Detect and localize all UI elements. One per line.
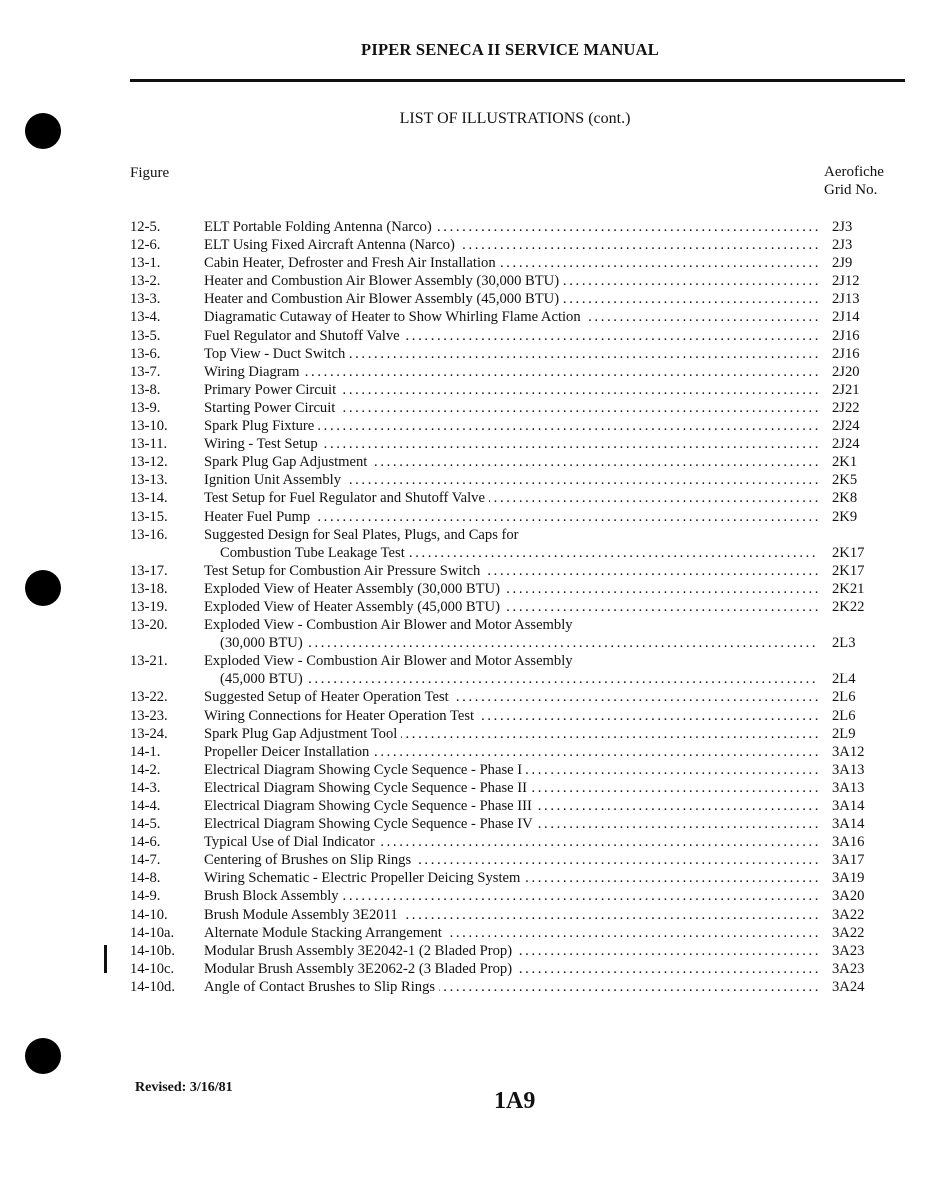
grid-number: 3A16 bbox=[832, 834, 865, 851]
list-item bbox=[130, 887, 890, 905]
figure-title-text: Ignition Unit Assembly bbox=[204, 472, 345, 488]
list-item bbox=[130, 381, 890, 399]
list-item bbox=[130, 471, 890, 489]
list-item bbox=[130, 489, 890, 507]
list-item bbox=[130, 906, 890, 924]
list-item bbox=[130, 797, 890, 815]
grid-number: 2J21 bbox=[832, 381, 860, 398]
figure-title-text: Exploded View of Heater Assembly (45,000 BTU) bbox=[204, 599, 504, 615]
list-item bbox=[130, 453, 890, 471]
figure-number: 13-19. bbox=[130, 598, 168, 615]
figure-title-text: Wiring - Test Setup bbox=[204, 436, 322, 452]
list-item bbox=[130, 725, 890, 743]
figure-number: 13-10. bbox=[130, 418, 168, 435]
header-rule bbox=[130, 79, 905, 82]
list-item bbox=[130, 815, 890, 833]
grid-number: 2K22 bbox=[832, 598, 865, 615]
grid-number: 2K17 bbox=[832, 562, 865, 579]
grid-number: 2K21 bbox=[832, 580, 865, 597]
figure-number: 13-22. bbox=[130, 689, 168, 706]
figure-number: 13-2. bbox=[130, 273, 161, 290]
figure-title-text: Suggested Design for Seal Plates, Plugs, and Caps for bbox=[204, 527, 523, 543]
figure-title bbox=[204, 254, 818, 272]
grid-number: 3A14 bbox=[832, 816, 865, 833]
list-item bbox=[130, 254, 890, 272]
grid-number: 2L9 bbox=[832, 725, 856, 742]
figure-title-text: Alternate Module Stacking Arrangement bbox=[204, 925, 446, 941]
figure-number: 13-15. bbox=[130, 508, 168, 525]
figure-title bbox=[220, 634, 818, 652]
figure-title-text: Exploded View of Heater Assembly (30,000 BTU) bbox=[204, 581, 504, 597]
figure-number: 14-9. bbox=[130, 888, 161, 905]
figure-number: 14-7. bbox=[130, 852, 161, 869]
list-item bbox=[130, 851, 890, 869]
figure-title bbox=[204, 725, 818, 743]
figure-number: 14-10d. bbox=[130, 978, 175, 995]
figure-title bbox=[204, 562, 818, 580]
figure-title bbox=[204, 381, 818, 399]
figure-title-text: Centering of Brushes on Slip Rings bbox=[204, 852, 415, 868]
list-item bbox=[130, 598, 890, 616]
column-header-grid bbox=[824, 163, 884, 199]
figure-number: 14-3. bbox=[130, 779, 161, 796]
grid-number: 2L6 bbox=[832, 707, 856, 724]
grid-number: 2J3 bbox=[832, 237, 853, 254]
list-item bbox=[130, 544, 890, 562]
punch-hole-bottom bbox=[25, 1038, 61, 1074]
grid-number: 3A23 bbox=[832, 942, 865, 959]
list-item bbox=[130, 833, 890, 851]
grid-number: 2J20 bbox=[832, 363, 860, 380]
figure-title-text: Combustion Tube Leakage Test bbox=[220, 545, 409, 561]
figure-title-text: Electrical Diagram Showing Cycle Sequence - Phase III bbox=[204, 798, 536, 814]
figure-title-text: Wiring Connections for Heater Operation Test bbox=[204, 708, 478, 724]
figure-title bbox=[204, 489, 818, 507]
figure-title-text: Exploded View - Combustion Air Blower and Motor Assembly bbox=[204, 653, 577, 669]
figure-number: 13-7. bbox=[130, 363, 161, 380]
grid-number: 2L6 bbox=[832, 689, 856, 706]
figure-title-text: Modular Brush Assembly 3E2062-2 (3 Bladed Prop) bbox=[204, 961, 516, 977]
list-item bbox=[130, 743, 890, 761]
figure-number: 14-4. bbox=[130, 798, 161, 814]
figure-title-text: Spark Plug Fixture bbox=[204, 418, 318, 434]
list-item bbox=[130, 707, 890, 725]
figure-number: 13-17. bbox=[130, 562, 168, 579]
list-item bbox=[130, 363, 890, 381]
figure-title-text: Electrical Diagram Showing Cycle Sequence - Phase II bbox=[204, 780, 531, 796]
figure-title bbox=[204, 815, 818, 833]
list-item bbox=[130, 526, 890, 544]
figure-title-text: Test Setup for Combustion Air Pressure Switch bbox=[204, 563, 484, 579]
list-item bbox=[130, 924, 890, 942]
list-item bbox=[130, 218, 890, 236]
grid-number: 2K17 bbox=[832, 544, 865, 561]
figure-number: 13-3. bbox=[130, 291, 161, 308]
grid-number: 2J14 bbox=[832, 309, 860, 326]
grid-number: 3A22 bbox=[832, 906, 865, 923]
figure-number: 14-10. bbox=[130, 906, 168, 923]
figure-number: 14-10b. bbox=[130, 942, 175, 959]
list-item bbox=[130, 327, 890, 345]
figure-title bbox=[204, 869, 818, 887]
figure-number: 13-6. bbox=[130, 345, 161, 362]
figure-title bbox=[204, 779, 818, 797]
grid-number: 2J16 bbox=[832, 345, 860, 362]
grid-number: 2K5 bbox=[832, 472, 858, 489]
figure-title bbox=[204, 924, 818, 942]
figure-title bbox=[204, 851, 818, 869]
figure-title-text: Heater and Combustion Air Blower Assembly (30,000 BTU) bbox=[204, 273, 563, 289]
figure-title bbox=[204, 833, 818, 851]
figure-number: 14-5. bbox=[130, 816, 161, 833]
figure-title bbox=[204, 363, 818, 381]
list-item bbox=[130, 580, 890, 598]
figure-number: 13-14. bbox=[130, 490, 168, 507]
figure-title bbox=[204, 508, 818, 526]
grid-number: 2J13 bbox=[832, 291, 860, 308]
punch-hole-middle bbox=[25, 570, 61, 606]
list-item bbox=[130, 308, 890, 326]
figure-title-text: Angle of Contact Brushes to Slip Rings bbox=[204, 979, 439, 995]
figure-title-text: Heater Fuel Pump bbox=[204, 509, 314, 525]
figure-title-text: Brush Module Assembly 3E2011 bbox=[204, 907, 402, 923]
list-item bbox=[130, 978, 890, 996]
figure-title bbox=[220, 670, 818, 688]
figure-title bbox=[204, 942, 818, 960]
figure-title bbox=[204, 526, 818, 544]
figure-number: 13-21. bbox=[130, 653, 168, 670]
figure-number: 14-10a. bbox=[130, 924, 175, 941]
grid-number: 2J16 bbox=[832, 327, 860, 344]
figure-title-text: Spark Plug Gap Adjustment Tool bbox=[204, 726, 401, 742]
figure-title-text: Exploded View - Combustion Air Blower and Motor Assembly bbox=[204, 617, 577, 633]
figure-title-text: Wiring Diagram bbox=[204, 364, 303, 380]
figure-number: 13-4. bbox=[130, 309, 161, 326]
figure-number: 12-5. bbox=[130, 219, 161, 235]
grid-number: 2J9 bbox=[832, 255, 853, 272]
figure-title bbox=[204, 580, 818, 598]
grid-number: 2J24 bbox=[832, 418, 860, 435]
figure-title-text: Electrical Diagram Showing Cycle Sequence - Phase IV bbox=[204, 816, 537, 832]
list-item bbox=[130, 417, 890, 435]
list-item bbox=[130, 652, 890, 670]
figure-title bbox=[204, 218, 818, 236]
column-header-grid-line1: Aerofiche bbox=[824, 164, 884, 180]
figure-number: 13-20. bbox=[130, 617, 168, 634]
revised-date: Revised: 3/16/81 bbox=[135, 1080, 233, 1095]
figure-title bbox=[204, 308, 818, 326]
figure-title-text: (30,000 BTU) bbox=[220, 635, 307, 651]
figure-title-text: Top View - Duct Switch bbox=[204, 346, 349, 362]
grid-number: 3A13 bbox=[832, 779, 865, 796]
figure-title-text: Suggested Setup of Heater Operation Test bbox=[204, 689, 453, 705]
grid-number: 3A13 bbox=[832, 761, 865, 778]
figure-title bbox=[204, 960, 818, 978]
grid-number: 2J24 bbox=[832, 436, 860, 453]
figure-number: 13-11. bbox=[130, 436, 168, 453]
figure-number: 13-12. bbox=[130, 454, 168, 471]
figure-title bbox=[204, 598, 818, 616]
list-item bbox=[130, 779, 890, 797]
list-item bbox=[130, 670, 890, 688]
figure-number: 14-8. bbox=[130, 870, 161, 887]
column-header-grid-line2: Grid No. bbox=[824, 182, 878, 198]
figure-title bbox=[204, 417, 818, 435]
grid-number: 2L4 bbox=[832, 671, 856, 688]
manual-title: PIPER SENECA II SERVICE MANUAL bbox=[361, 40, 659, 59]
list-item bbox=[130, 960, 890, 978]
figure-title bbox=[204, 616, 818, 634]
figure-title-text: Cabin Heater, Defroster and Fresh Air Installation bbox=[204, 255, 500, 271]
figure-number: 13-23. bbox=[130, 707, 168, 724]
figure-title bbox=[204, 290, 818, 308]
list-item bbox=[130, 942, 890, 960]
figure-title-text: Primary Power Circuit bbox=[204, 382, 340, 398]
list-item bbox=[130, 634, 890, 652]
grid-number: 2L3 bbox=[832, 635, 856, 652]
figure-title bbox=[204, 272, 818, 290]
column-header-figure: Figure bbox=[130, 165, 170, 181]
figure-title bbox=[204, 797, 818, 815]
grid-number: 3A17 bbox=[832, 852, 865, 869]
figure-title-text: Fuel Regulator and Shutoff Valve bbox=[204, 328, 404, 344]
figure-title-text: Heater and Combustion Air Blower Assembly (45,000 BTU) bbox=[204, 291, 563, 307]
revision-change-bar bbox=[104, 945, 107, 973]
grid-number: 2J22 bbox=[832, 399, 860, 416]
figure-title-text: Electrical Diagram Showing Cycle Sequence - Phase I bbox=[204, 762, 526, 778]
figure-number: 13-8. bbox=[130, 381, 161, 398]
figure-title-text: ELT Portable Folding Antenna (Narco) bbox=[204, 219, 436, 235]
figure-title bbox=[204, 743, 818, 761]
grid-number: 3A14 bbox=[832, 798, 865, 814]
figure-title bbox=[204, 906, 818, 924]
figure-title-text: (45,000 BTU) bbox=[220, 671, 307, 687]
figure-title bbox=[204, 707, 818, 725]
figure-title bbox=[204, 887, 818, 905]
grid-number: 2K9 bbox=[832, 508, 858, 525]
figure-number: 13-18. bbox=[130, 580, 168, 597]
grid-number: 3A19 bbox=[832, 870, 865, 887]
list-item bbox=[130, 290, 890, 308]
grid-number: 2K8 bbox=[832, 490, 858, 507]
figure-title-text: Wiring Schematic - Electric Propeller Deicing System bbox=[204, 870, 524, 886]
figure-title-text: Modular Brush Assembly 3E2042-1 (2 Bladed Prop) bbox=[204, 943, 516, 959]
list-item bbox=[130, 562, 890, 580]
figure-number: 13-1. bbox=[130, 255, 161, 272]
list-item bbox=[130, 869, 890, 887]
figure-title-text: Brush Block Assembly bbox=[204, 888, 343, 904]
grid-number: 3A22 bbox=[832, 924, 865, 941]
figure-number: 14-6. bbox=[130, 834, 161, 851]
list-item bbox=[130, 508, 890, 526]
list-item bbox=[130, 236, 890, 254]
figure-title bbox=[220, 544, 818, 562]
figure-title bbox=[204, 652, 818, 670]
figure-title bbox=[204, 761, 818, 779]
page-number: 1A9 bbox=[494, 1088, 536, 1114]
list-item bbox=[130, 399, 890, 417]
grid-number: 2J3 bbox=[832, 219, 853, 235]
figure-title bbox=[204, 453, 818, 471]
figure-title-text: Typical Use of Dial Indicator bbox=[204, 834, 379, 850]
figure-number: 13-5. bbox=[130, 327, 161, 344]
grid-number: 3A23 bbox=[832, 960, 865, 977]
figure-title-text: Propeller Deicer Installation bbox=[204, 744, 373, 760]
figure-title-text: Spark Plug Gap Adjustment bbox=[204, 454, 371, 470]
list-item bbox=[130, 345, 890, 363]
figure-number: 14-10c. bbox=[130, 960, 175, 977]
illustration-list bbox=[130, 218, 890, 996]
figure-number: 14-2. bbox=[130, 761, 161, 778]
figure-title bbox=[204, 345, 818, 363]
figure-title bbox=[204, 435, 818, 453]
grid-number: 3A20 bbox=[832, 888, 865, 905]
grid-number: 3A24 bbox=[832, 978, 865, 995]
figure-title-text: Starting Power Circuit bbox=[204, 400, 339, 416]
figure-number: 13-24. bbox=[130, 725, 168, 742]
list-item bbox=[130, 616, 890, 634]
grid-number: 2K1 bbox=[832, 454, 858, 471]
figure-title-text: ELT Using Fixed Aircraft Antenna (Narco) bbox=[204, 237, 459, 253]
figure-title bbox=[204, 688, 818, 706]
figure-title bbox=[204, 236, 818, 254]
list-title: LIST OF ILLUSTRATIONS (cont.) bbox=[399, 110, 631, 127]
list-item bbox=[130, 435, 890, 453]
grid-number: 3A12 bbox=[832, 743, 865, 760]
figure-number: 14-1. bbox=[130, 743, 161, 760]
figure-number: 13-13. bbox=[130, 472, 168, 489]
figure-title bbox=[204, 978, 818, 996]
figure-title-text: Test Setup for Fuel Regulator and Shutoff Valve bbox=[204, 490, 489, 506]
figure-number: 12-6. bbox=[130, 237, 161, 254]
figure-number: 13-16. bbox=[130, 526, 168, 543]
grid-number: 2J12 bbox=[832, 273, 860, 290]
figure-title bbox=[204, 327, 818, 345]
figure-title-text: Diagramatic Cutaway of Heater to Show Whirling Flame Action bbox=[204, 309, 585, 325]
figure-title bbox=[204, 471, 818, 489]
list-item bbox=[130, 272, 890, 290]
figure-number: 13-9. bbox=[130, 399, 161, 416]
list-item bbox=[130, 761, 890, 779]
figure-title bbox=[204, 399, 818, 417]
list-item bbox=[130, 688, 890, 706]
